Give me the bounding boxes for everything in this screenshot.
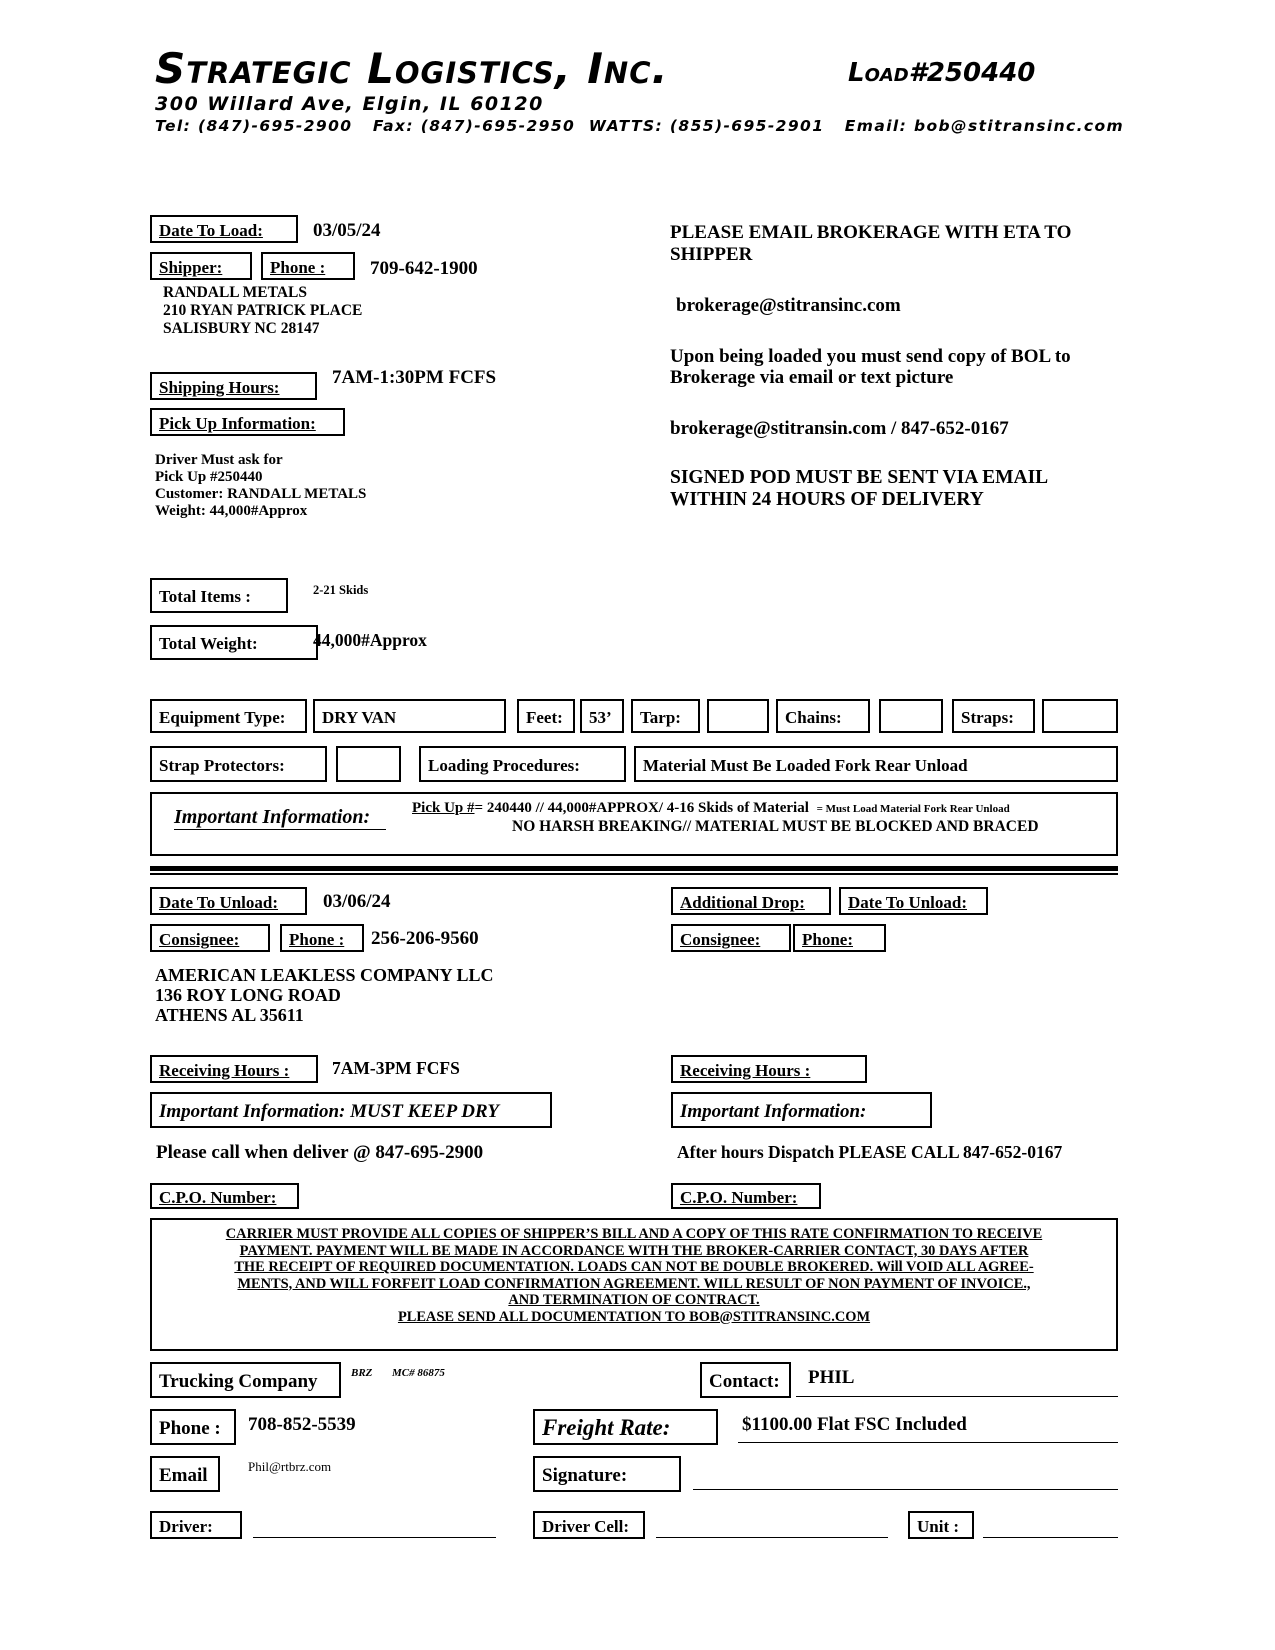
additional-receiving-hours-label: Receiving Hours :	[671, 1055, 867, 1083]
important-info-box	[150, 792, 1118, 856]
important-info-label: Important Information:	[174, 806, 386, 830]
important-info-line-1	[400, 800, 1010, 817]
receiving-hours-label: Receiving Hours :	[150, 1055, 318, 1083]
bol-notice: Upon being loaded you must send copy of BOL to Brokerage via email or text picture	[670, 346, 1071, 388]
date-to-unload: 03/06/24	[323, 891, 391, 912]
delivery-important-info: Important Information: MUST KEEP DRY	[150, 1092, 552, 1128]
unit-label: Unit :	[908, 1511, 974, 1539]
contact-name: PHIL	[808, 1367, 855, 1388]
after-hours-dispatch: After hours Dispatch PLEASE CALL 847-652-0167	[677, 1142, 1063, 1162]
shipper-phone-label: Phone :	[261, 252, 355, 280]
date-to-load: 03/05/24	[313, 220, 381, 241]
mc-number: MC# 86875	[392, 1367, 445, 1379]
contact-line	[796, 1396, 1118, 1397]
signature-label: Signature:	[533, 1456, 681, 1492]
straps-label: Straps:	[952, 699, 1035, 733]
feet-value: 53’	[580, 699, 624, 733]
shipper-address-line-2: 210 RYAN PATRICK PLACE	[163, 302, 363, 319]
unit-line[interactable]	[983, 1537, 1118, 1538]
total-items: 2-21 Skids	[313, 583, 369, 597]
freight-rate-line	[738, 1442, 1118, 1443]
important-info-line-2: NO HARSH BREAKING// MATERIAL MUST BE BLOCKED AND BRACED	[512, 818, 1039, 835]
contact-label: Contact:	[700, 1362, 791, 1398]
shipper-label: Shipper:	[150, 252, 252, 280]
additional-drop-label: Additional Drop:	[671, 887, 831, 915]
freight-rate: $1100.00 Flat FSC Included	[742, 1414, 967, 1435]
driver-cell-line[interactable]	[656, 1537, 888, 1538]
consignee-label: Consignee:	[150, 924, 270, 952]
company-address: 300 Willard Ave, Elgin, IL 60120	[155, 93, 544, 115]
driver-cell-label: Driver Cell:	[533, 1511, 645, 1539]
terms-line-1: CARRIER MUST PROVIDE ALL COPIES OF SHIPPER’S BILL AND A COPY OF THIS RATE CONFIRMATION TO RECEIVE	[225, 1226, 1043, 1242]
equipment-type-label: Equipment Type:	[150, 699, 307, 733]
tarp-label: Tarp:	[631, 699, 700, 733]
tarp-value	[707, 699, 769, 733]
carrier-phone: 708-852-5539	[248, 1414, 356, 1435]
pickup-prefix: Pick Up #	[412, 800, 475, 816]
shipping-hours: 7AM-1:30PM FCFS	[332, 367, 497, 388]
trucking-company-label: Trucking Company	[150, 1362, 341, 1398]
trucking-company-name: BRZ	[351, 1367, 373, 1379]
consignee-address-line-3: ATHENS AL 35611	[155, 1005, 304, 1025]
terms-line-2: PAYMENT. PAYMENT WILL BE MADE IN ACCORDANCE WITH THE BROKER-CARRIER CONTACT, 30 DAYS AFTER	[239, 1242, 1029, 1259]
pickup-info-line-3: Customer: RANDALL METALS	[155, 486, 367, 502]
date-to-unload-label: Date To Unload:	[150, 887, 307, 915]
consignee-address-line-2: 136 ROY LONG ROAD	[155, 985, 341, 1005]
additional-important-info: Important Information:	[671, 1092, 932, 1128]
freight-rate-label: Freight Rate:	[533, 1409, 718, 1445]
straps-value	[1042, 699, 1118, 733]
additional-consignee-label: Consignee:	[671, 924, 791, 952]
brokerage-email: brokerage@stitransinc.com	[676, 295, 901, 316]
brokerage-contact: brokerage@stitransin.com / 847-652-0167	[670, 418, 1009, 439]
additional-cpo-number-label: C.P.O. Number:	[671, 1183, 821, 1209]
shipper-address-line-3: SALISBURY NC 28147	[163, 320, 320, 337]
company-name: Strategic Logistics, Inc.	[155, 44, 669, 93]
equipment-type: DRY VAN	[313, 699, 506, 733]
total-items-label: Total Items :	[150, 578, 288, 613]
shipper-address-line-1: RANDALL METALS	[163, 284, 307, 301]
pickup-info-line-1: Driver Must ask for	[155, 452, 283, 468]
section-divider-thin	[150, 873, 1118, 875]
loading-procedures: Material Must Be Loaded Fork Rear Unload	[634, 746, 1118, 782]
signature-line[interactable]	[693, 1489, 1118, 1490]
pickup-info-line-4: Weight: 44,000#Approx	[155, 503, 308, 519]
company-contacts: Tel: (847)-695-2900 Fax: (847)-695-2950 WATTS: (855)-695-2901 Email: bob@stitransinc.com	[155, 117, 1125, 135]
consignee-address-line-1: AMERICAN LEAKLESS COMPANY LLC	[155, 965, 494, 985]
total-weight-label: Total Weight:	[150, 625, 318, 660]
load-number: Load#250440	[848, 58, 1036, 88]
carrier-email: Phil@rtbrz.com	[248, 1459, 332, 1474]
chains-value	[879, 699, 943, 733]
date-to-load-label: Date To Load:	[150, 215, 298, 243]
consignee-phone-label: Phone :	[280, 924, 364, 952]
additional-phone-label: Phone:	[793, 924, 886, 952]
driver-line[interactable]	[253, 1537, 496, 1538]
terms-line-6: PLEASE SEND ALL DOCUMENTATION TO BOB@STITRANSINC.COM	[397, 1308, 871, 1325]
shipping-hours-label: Shipping Hours:	[150, 372, 317, 400]
cpo-number-label: C.P.O. Number:	[150, 1183, 299, 1209]
total-weight: 44,000#Approx	[313, 630, 427, 650]
terms-box	[150, 1218, 1118, 1351]
pod-notice: SIGNED POD MUST BE SENT VIA EMAIL WITHIN 24 HOURS OF DELIVERY	[670, 467, 1048, 510]
strap-protectors-label: Strap Protectors:	[150, 746, 327, 782]
section-divider	[150, 866, 1118, 871]
chains-label: Chains:	[776, 699, 870, 733]
carrier-phone-label: Phone :	[150, 1409, 236, 1445]
shipper-phone: 709-642-1900	[370, 258, 478, 279]
important-line-1-main: = 240440 // 44,000#APPROX/ 4-16 Skids of Material	[474, 800, 809, 816]
eta-notice: PLEASE EMAIL BROKERAGE WITH ETA TO SHIPPER	[670, 222, 1072, 265]
consignee-phone: 256-206-9560	[371, 928, 479, 949]
terms-line-3: THE RECEIPT OF REQUIRED DOCUMENTATION. LOADS CAN NOT BE DOUBLE BROKERED. Will VOID ALL AGREE-	[234, 1259, 1034, 1275]
pickup-info-label: Pick Up Information:	[150, 408, 345, 436]
strap-protectors-value	[336, 746, 401, 782]
loading-procedures-label: Loading Procedures:	[419, 746, 626, 782]
call-when-deliver: Please call when deliver @ 847-695-2900	[156, 1142, 484, 1163]
terms-line-5: AND TERMINATION OF CONTRACT.	[508, 1292, 760, 1308]
additional-date-to-unload-label: Date To Unload:	[839, 887, 988, 915]
driver-label: Driver:	[150, 1511, 242, 1539]
terms-line-4: MENTS, AND WILL FORFEIT LOAD CONFIRMATION AGREEMENT. WILL RESULT OF NON PAYMENT OF INVOICE.,	[237, 1275, 1031, 1292]
receiving-hours: 7AM-3PM FCFS	[332, 1058, 460, 1078]
important-line-1-small: = Must Load Material Fork Rear Unload	[816, 803, 1010, 815]
feet-label: Feet:	[517, 699, 575, 733]
pickup-info-line-2: Pick Up #250440	[155, 469, 263, 485]
carrier-email-label: Email	[150, 1456, 220, 1492]
